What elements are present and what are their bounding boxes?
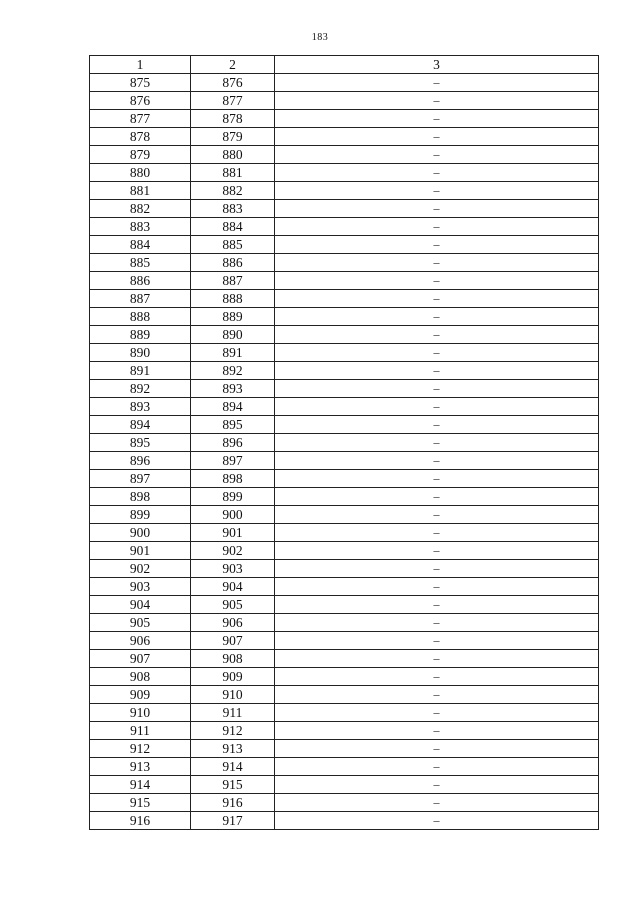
table-cell-col-2: 896 [191,434,275,452]
table-row [90,236,599,254]
table-row [90,794,599,812]
table-cell-col-2: 894 [191,398,275,416]
table-cell-col-1: 881 [90,182,191,200]
table-cell-col-1: 907 [90,650,191,668]
table-cell-col-2: 884 [191,218,275,236]
table-cell-col-2: 895 [191,416,275,434]
table-cell-col-2: 877 [191,92,275,110]
table-cell-col-1: 875 [90,74,191,92]
table-row [90,776,599,794]
table-cell-col-1: 894 [90,416,191,434]
table-cell-col-2: 900 [191,506,275,524]
table-cell-col-3: – [275,272,599,290]
table-cell-col-3: – [275,146,599,164]
table-cell-col-2: 891 [191,344,275,362]
table-cell-col-1: 880 [90,164,191,182]
table-cell-col-2: 904 [191,578,275,596]
table-cell-col-3: – [275,524,599,542]
table-cell-col-1: 899 [90,506,191,524]
table-cell-col-2: 909 [191,668,275,686]
table-cell-col-2: 882 [191,182,275,200]
table-cell-col-1: 898 [90,488,191,506]
table-cell-col-3: – [275,452,599,470]
table-cell-col-3: – [275,740,599,758]
table-cell-col-3: – [275,488,599,506]
table-cell-col-1: 916 [90,812,191,830]
table-row [90,686,599,704]
table-row [90,434,599,452]
table-row [90,398,599,416]
table-row [90,272,599,290]
table-cell-col-3: – [275,344,599,362]
table-row [90,146,599,164]
table-cell-col-3: – [275,218,599,236]
table-cell-col-3: – [275,434,599,452]
table-cell-col-1: 908 [90,668,191,686]
column-header-2: 2 [191,56,275,74]
table-cell-col-1: 892 [90,380,191,398]
table-cell-col-1: 913 [90,758,191,776]
table-row [90,92,599,110]
table-cell-col-1: 877 [90,110,191,128]
table-cell-col-3: – [275,560,599,578]
table-row [90,560,599,578]
table-row [90,650,599,668]
table-row [90,128,599,146]
table-cell-col-2: 885 [191,236,275,254]
table-row [90,110,599,128]
table-cell-col-2: 899 [191,488,275,506]
table-cell-col-1: 888 [90,308,191,326]
table-cell-col-2: 905 [191,596,275,614]
table-row [90,722,599,740]
table-cell-col-2: 880 [191,146,275,164]
table-cell-col-1: 882 [90,200,191,218]
table-cell-col-2: 907 [191,632,275,650]
table-cell-col-1: 886 [90,272,191,290]
table-cell-col-2: 897 [191,452,275,470]
table-row [90,524,599,542]
table-row [90,326,599,344]
table-cell-col-3: – [275,380,599,398]
table-cell-col-1: 878 [90,128,191,146]
table-cell-col-3: – [275,470,599,488]
table-row [90,488,599,506]
table-cell-col-1: 879 [90,146,191,164]
table-cell-col-1: 909 [90,686,191,704]
table-cell-col-2: 887 [191,272,275,290]
table-cell-col-1: 890 [90,344,191,362]
table-cell-col-2: 890 [191,326,275,344]
table-row [90,362,599,380]
table-row [90,578,599,596]
table-cell-col-3: – [275,650,599,668]
table-row [90,758,599,776]
table-row [90,812,599,830]
table-cell-col-2: 892 [191,362,275,380]
table-cell-col-2: 879 [191,128,275,146]
table-cell-col-3: – [275,74,599,92]
table-cell-col-1: 900 [90,524,191,542]
table-cell-col-3: – [275,164,599,182]
table-cell-col-3: – [275,614,599,632]
table-row [90,632,599,650]
table-cell-col-1: 887 [90,290,191,308]
table-cell-col-2: 903 [191,560,275,578]
table-cell-col-1: 904 [90,596,191,614]
table-row [90,380,599,398]
table-row [90,290,599,308]
table-cell-col-2: 910 [191,686,275,704]
table-cell-col-1: 876 [90,92,191,110]
table-cell-col-1: 905 [90,614,191,632]
column-header-3: 3 [275,56,599,74]
table-cell-col-1: 883 [90,218,191,236]
table-row [90,740,599,758]
table-cell-col-3: – [275,506,599,524]
table-row [90,344,599,362]
table-cell-col-2: 893 [191,380,275,398]
table-cell-col-3: – [275,722,599,740]
table-row [90,596,599,614]
table-cell-col-3: – [275,128,599,146]
table-cell-col-3: – [275,236,599,254]
table-cell-col-1: 911 [90,722,191,740]
table-row [90,452,599,470]
table-cell-col-2: 906 [191,614,275,632]
table-cell-col-2: 886 [191,254,275,272]
table-row [90,416,599,434]
table-cell-col-2: 878 [191,110,275,128]
table-cell-col-3: – [275,578,599,596]
table-cell-col-1: 906 [90,632,191,650]
table-cell-col-3: – [275,92,599,110]
table-cell-col-3: – [275,776,599,794]
table-cell-col-2: 911 [191,704,275,722]
table-row [90,308,599,326]
table-cell-col-3: – [275,254,599,272]
table-row [90,614,599,632]
table-cell-col-3: – [275,362,599,380]
table-row [90,164,599,182]
data-table [89,55,599,830]
table-cell-col-1: 891 [90,362,191,380]
table-cell-col-2: 914 [191,758,275,776]
table-row [90,542,599,560]
table-cell-col-1: 885 [90,254,191,272]
table-cell-col-3: – [275,812,599,830]
table-cell-col-3: – [275,542,599,560]
table-cell-col-3: – [275,326,599,344]
table-cell-col-2: 876 [191,74,275,92]
table-header-row [90,56,599,74]
table-cell-col-2: 889 [191,308,275,326]
table-cell-col-1: 897 [90,470,191,488]
table-cell-col-2: 917 [191,812,275,830]
table-row [90,74,599,92]
column-header-1: 1 [90,56,191,74]
table-cell-col-3: – [275,290,599,308]
table-row [90,254,599,272]
table-cell-col-3: – [275,308,599,326]
table-cell-col-2: 901 [191,524,275,542]
table-cell-col-2: 898 [191,470,275,488]
table-cell-col-3: – [275,668,599,686]
table-cell-col-2: 916 [191,794,275,812]
table-cell-col-3: – [275,182,599,200]
table-cell-col-2: 913 [191,740,275,758]
table-cell-col-1: 910 [90,704,191,722]
table-cell-col-1: 895 [90,434,191,452]
table-row [90,704,599,722]
table-row [90,200,599,218]
table-cell-col-3: – [275,686,599,704]
table-cell-col-3: – [275,200,599,218]
table-cell-col-1: 912 [90,740,191,758]
table-cell-col-3: – [275,794,599,812]
table-row [90,182,599,200]
table-cell-col-1: 884 [90,236,191,254]
table-cell-col-2: 912 [191,722,275,740]
table-cell-col-2: 908 [191,650,275,668]
table-cell-col-2: 883 [191,200,275,218]
table-cell-col-3: – [275,596,599,614]
table-row [90,218,599,236]
table-cell-col-2: 902 [191,542,275,560]
table-cell-col-1: 893 [90,398,191,416]
table-cell-col-1: 889 [90,326,191,344]
table-cell-col-3: – [275,758,599,776]
table-cell-col-3: – [275,704,599,722]
table-body [90,74,599,830]
table-cell-col-3: – [275,416,599,434]
table-row [90,668,599,686]
table-cell-col-1: 902 [90,560,191,578]
table-cell-col-3: – [275,632,599,650]
table-cell-col-1: 903 [90,578,191,596]
table-cell-col-3: – [275,398,599,416]
table-cell-col-2: 915 [191,776,275,794]
table-cell-col-2: 881 [191,164,275,182]
table-cell-col-1: 915 [90,794,191,812]
page-number: 183 [311,32,329,43]
table-cell-col-3: – [275,110,599,128]
table-row [90,506,599,524]
table-cell-col-1: 896 [90,452,191,470]
table-row [90,470,599,488]
table-cell-col-1: 914 [90,776,191,794]
table-cell-col-2: 888 [191,290,275,308]
table-cell-col-1: 901 [90,542,191,560]
